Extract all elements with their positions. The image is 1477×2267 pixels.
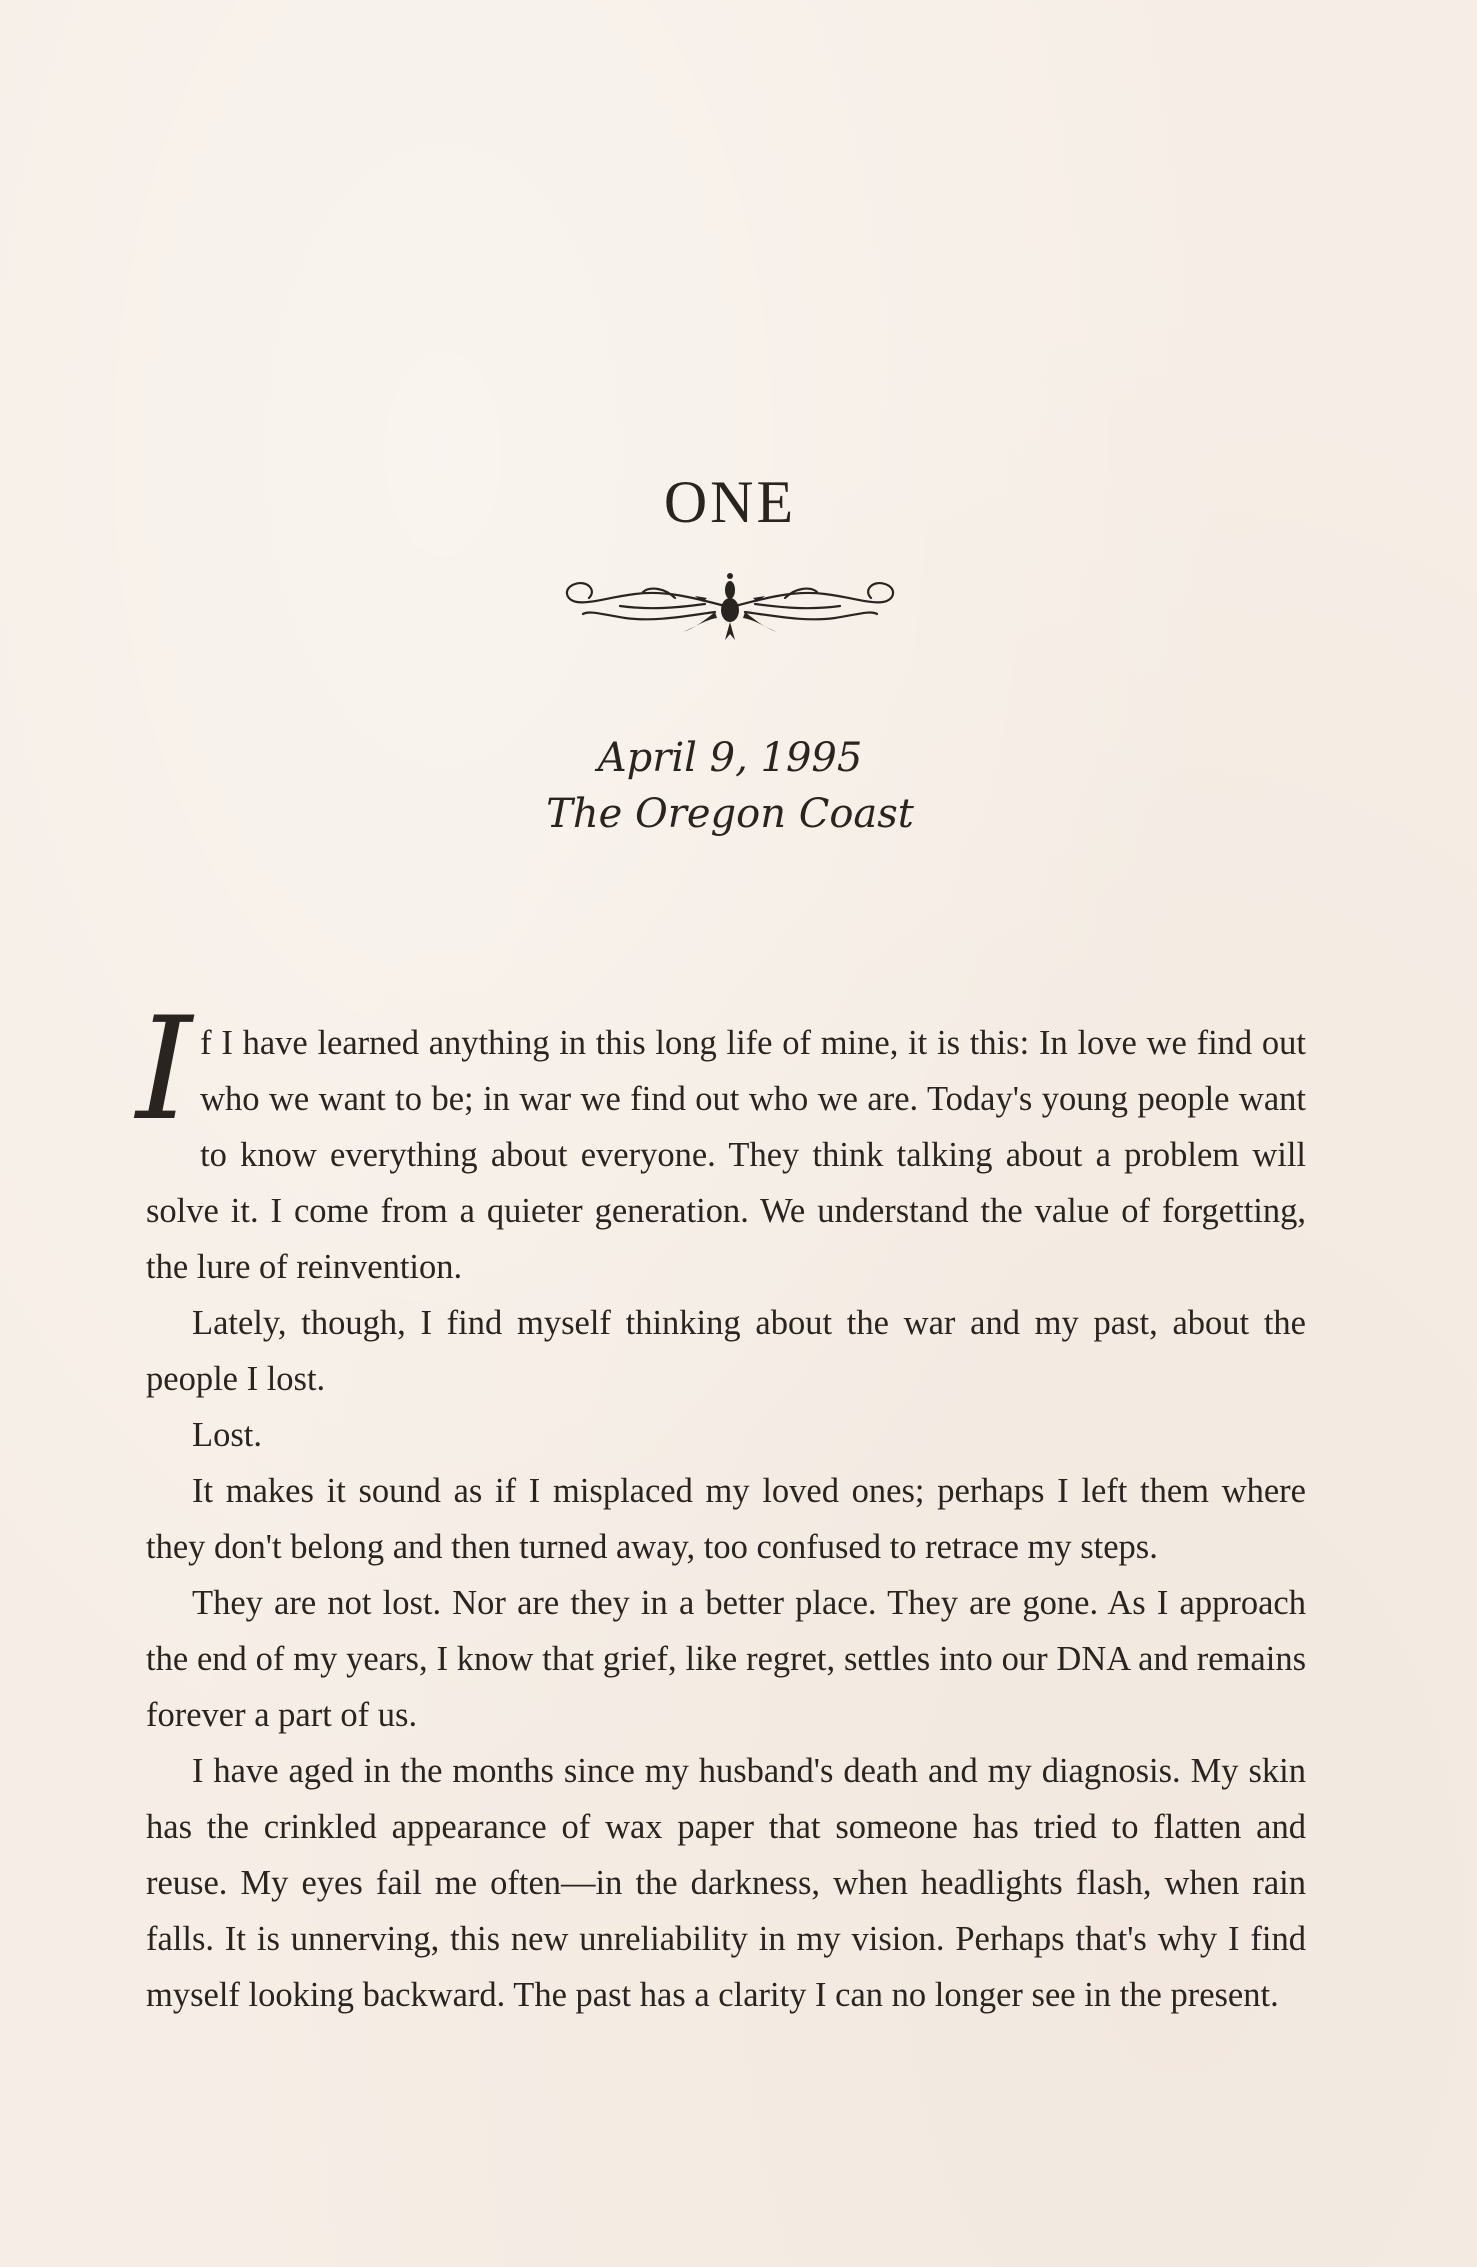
paragraph: They are not lost. Nor are they in a better place. They are gone. As I approach the end of my years, I know that grief, like regret, settles into our DNA and remains forever a part of us. bbox=[146, 1584, 1306, 1734]
dateline bbox=[0, 730, 1460, 842]
paragraph: Lost. bbox=[192, 1416, 262, 1454]
paragraph: I have aged in the months since my husband's death and my diagnosis. My skin has the crinkled appearance of wax paper that someone has tried to flatten and reuse. My eyes fail me often—in the darkness, when headlights flash, when rain falls. It is unnerving, this new unreliability in my vision. Perhaps that's why I find myself looking backward. The past has a clarity I can no longer see in the present. bbox=[146, 1752, 1306, 2014]
chapter-date: April 9, 1995 bbox=[597, 735, 863, 781]
paragraph: Lately, though, I find myself thinking about the war and my past, about the people I lost. bbox=[146, 1304, 1306, 1398]
chapter-body bbox=[136, 987, 1306, 2023]
paragraph-text: f I have learned anything in this long life of mine, it is this: In love we find out who we want to be; in war we find out who we are. Today's young people want to know everything about everyone. They think talking about a problem will solve it. I come from a quieter generation. We understand the value of forgetting, the lure of reinvention. bbox=[146, 1024, 1306, 1286]
chapter-title: ONE bbox=[663, 469, 797, 535]
paragraph: It makes it sound as if I misplaced my loved ones; perhaps I left them where they don't belong and then turned away, too confused to retrace my steps. bbox=[146, 1472, 1306, 1566]
chapter-location: The Oregon Coast bbox=[546, 791, 914, 837]
floral-flourish-icon bbox=[555, 568, 905, 648]
drop-cap: I bbox=[136, 987, 193, 1152]
paragraph bbox=[136, 987, 1306, 1295]
